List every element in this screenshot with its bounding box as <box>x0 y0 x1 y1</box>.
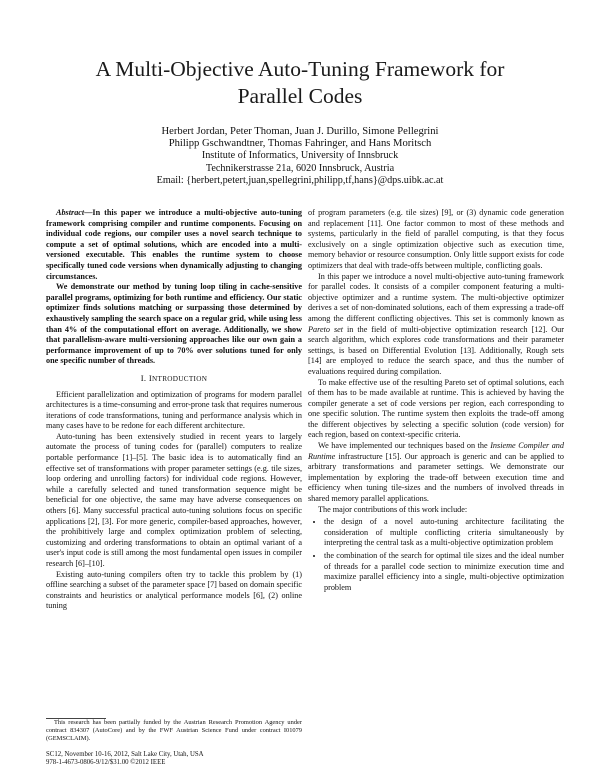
section-number: I. <box>140 372 147 383</box>
funding-footnote <box>46 719 302 743</box>
conference-line-2: 978-1-4673-0806-9/12/$31.00 ©2012 IEEE <box>46 759 166 767</box>
contribution-item: • the design of a novel auto-tuning architecture facilitating the consideration of multiple conflicting criteria simultaneously by interpreting the central task as a multi-objective optimization problem <box>324 517 564 549</box>
p5-text-b: in the field of multi-objective optimization research [12]. Our search algorithm, which explores code transformations and their parameter settings, is based on Differential Evolution [13]. Additionally, Rough sets [14] are employed to reduce the search space, and thus the number of evaluations required during compilation. <box>308 324 564 376</box>
p7-text-a: We have implemented our techniques based on the <box>318 441 491 451</box>
p5-text-a: In this paper we introduce a novel multi-objective auto-tuning framework for parallel codes. It consists of a compiler component featuring a multi-objective optimizer and a runtime system. The multi-objective optimizer derives a set of non-dominated solutions, each of them expressing a trade-off among the different conflicting objectives. This set is commonly known as <box>308 271 564 323</box>
section-title-rest: NTRODUCTION <box>152 374 208 383</box>
affiliation: Institute of Informatics, University of Innsbruck <box>201 150 399 162</box>
intro-paragraph-7 <box>308 441 564 505</box>
abstract-label: Abstract <box>56 208 85 217</box>
insieme-term: Insieme Compiler and Runtime <box>308 441 564 461</box>
contributions-intro: The major contributions of this work include: <box>318 504 468 514</box>
author-names-line-1: Herbert Jordan, Peter Thoman, Juan J. Durillo, Simone Pellegrini <box>161 126 439 137</box>
email: Email: {herbert,petert,juan,spellegrini,philipp,tf,hans}@dps.uibk.ac.at <box>156 174 444 186</box>
p7-text-b: infrastructure [15]. Our approach is generic and can be applied to arbitrary transformations and parameter settings. We demonstrate our implementation by exploring the trade-off between execution time and efficiency when tuning tile-sizes and the numbers of involved threads in shared memory parallel applications. <box>308 451 564 504</box>
author-block <box>40 126 560 187</box>
section-title-initial: I <box>148 372 153 383</box>
address: Technikerstrasse 21a, 6020 Innsbruck, Austria <box>205 162 395 174</box>
intro-paragraph-1: Efficient parallelization and optimization of programs for modern parallel architectures is a time-consuming and error-prone task that requires numerous iterations of code transformations, tuning and performance analysis which in many cases have to be redone for each different architecture. <box>46 389 302 431</box>
intro-paragraph-6: To make effective use of the resulting Pareto set of optimal solutions, each of them has to be made available at runtime. This is achieved by having the compiler generate a set of code versions per region, each corresponding to one specific solution. The runtime system then exploits the trade-off among the different objectives by selecting a specific solution (code version) for each region, based on context-specific criteria. <box>308 377 564 440</box>
contribution-item: • the combination of the search for optimal tile sizes and the ideal number of threads for a parallel code section to minimize execution time and maximize parallel efficiency into a single, multi-objective optimization problem <box>324 551 564 593</box>
author-names-line-2: Philipp Gschwandtner, Thomas Fahringer, and Hans Moritsch <box>168 138 432 150</box>
intro-paragraph-3: Existing auto-tuning compilers often try to tackle this problem by (1) offline searching a subset of the parameter space [7] based on domain specific constraints and heuristics or analytical performance models [6], (2) online tuning <box>46 569 302 611</box>
continued-paragraph: of program parameters (e.g. tile sizes) [9], or (3) dynamic code generation and replacement [11]. One factor common to most of these methods and systems, particularly in the field of parallel computing, is that they focus exclusively on a single optimization objective such as execution time, memory behavior or resource consumption. Only little support exists for code optimizers that deal with trade-offs between multiple, conflicting goals. <box>308 208 564 270</box>
pareto-set-term: Pareto set <box>308 324 344 334</box>
intro-paragraph-5 <box>308 272 564 378</box>
abstract-paragraph-2: We demonstrate our method by tuning loop tiling in cache-sensitive parallel programs, optimizing for both runtime and efficiency. Our static optimizer finds solutions matching or surpassing those determined by exhaustively sampling the search space on a regular grid, while using less than 4% of the computational effort on average. Additionally, we show that parallelism-aware multi-versioning approaches like our own gain a performance improvement of up to 70% over solutions tuned for only one specific number of threads. <box>46 282 302 366</box>
paper-title <box>40 56 560 110</box>
abstract-paragraph-1 <box>46 208 302 282</box>
title-line-2: Parallel Codes <box>237 84 363 108</box>
conference-line-1: SC12, November 10-16, 2012, Salt Lake City, Utah, USA <box>46 751 204 758</box>
abstract-text-1: —In this paper we introduce a multi-objective auto-tuning framework comprising compiler and runtime components. Focusing on individual code regions, our compiler uses a novel search technique to compute a set of optimal solutions, which are encoded into a multi-versioned executable. This enables the runtime system to choose specifically tuned code versions when dynamically adjusting to changing circumstances. <box>46 208 302 281</box>
section-heading-introduction <box>46 373 302 385</box>
contributions-list <box>308 517 564 593</box>
intro-paragraph-2: Auto-tuning has been extensively studied in recent years to largely automate the process of tuning codes for (parallel) computers to realize portable performance [1]–[5]. The basic idea is to automatically find an effective set of transformations with proper parameter settings (e.g. tile sizes, loop ordering and unrolling factors) for individual code regions. However, while a carefully selected and tuned transformation sequence might be beneficial for one objective, the same may have adverse consequences on others [6]. Many successful practical auto-tuning solutions focus on specific applications [2], [3]. For more generic, compiler-based approaches, however, the prohibitively large and complex optimization problem of selecting, customizing and ordering transformations to obtain an optimal variant of a user's input code is still among the most fundamental open issues in compiler research [6]–[10]. <box>46 431 302 568</box>
right-column <box>308 208 564 595</box>
conference-info <box>46 751 346 768</box>
footnote-text: This research has been partially funded by the Austrian Research Promotion Agency under contract 834307 (AutoCore) and by the FWF Austrian Science Fund under contract I01079 (GEMSCLAIM). <box>46 719 302 742</box>
left-column <box>46 208 302 612</box>
title-line-1: A Multi-Objective Auto-Tuning Framework for <box>95 57 505 81</box>
abstract <box>46 208 302 367</box>
